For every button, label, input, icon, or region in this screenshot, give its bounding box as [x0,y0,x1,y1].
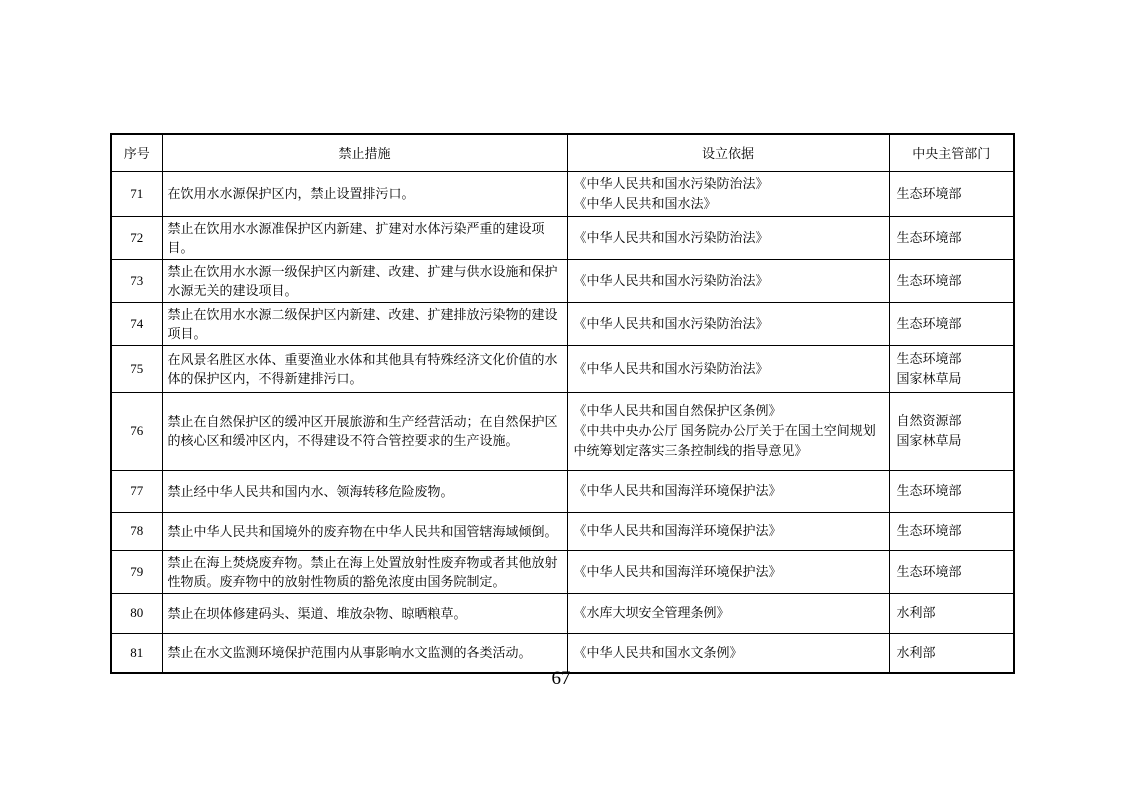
header-basis: 设立依据 [567,134,889,171]
table-header-row [111,134,1014,171]
basis-cell [567,633,889,673]
department-line: 生态环境部 [896,350,962,366]
header-measure: 禁止措施 [162,134,567,171]
basis-line: 《中华人民共和国水法》 [573,195,717,211]
row-number: 74 [111,302,162,345]
department-line: 国家林草局 [896,370,962,386]
table-row [111,550,1014,593]
basis-line: 《中华人民共和国水文条例》 [573,644,743,660]
basis-cell [567,345,889,392]
measure-text: 禁止中华人民共和国境外的废弃物在中华人民共和国管辖海域倾倒。 [162,512,567,550]
page-number: 67 [551,668,571,689]
measure-text: 禁止在饮用水水源一级保护区内新建、改建、扩建与供水设施和保护水源无关的建设项目。 [162,259,567,302]
basis-line: 《中华人民共和国海洋环境保护法》 [573,563,782,579]
row-number: 80 [111,593,162,633]
prohibited-measures-table [110,133,1015,674]
row-number: 76 [111,392,162,470]
basis-cell [567,470,889,512]
basis-line: 《中华人民共和国水污染防治法》 [573,360,769,376]
department-cell [889,512,1014,550]
department-cell [889,345,1014,392]
table-row [111,171,1014,216]
basis-line: 《中华人民共和国海洋环境保护法》 [573,483,782,498]
basis-cell [567,302,889,345]
table-row [111,302,1014,345]
measure-text: 禁止经中华人民共和国内水、领海转移危险废物。 [162,470,567,512]
header-department: 中央主管部门 [889,134,1014,171]
table-row [111,259,1014,302]
measure-text: 禁止在自然保护区的缓冲区开展旅游和生产经营活动；在自然保护区的核心区和缓冲区内，不得建设不符合管控要求的生产设施。 [162,392,567,470]
department-cell [889,392,1014,470]
basis-line: 《中华人民共和国自然保护区条例》 [573,403,782,418]
measure-text: 在风景名胜区水体、重要渔业水体和其他具有特殊经济文化价值的水体的保护区内，不得新建排污口。 [162,345,567,392]
table-row [111,512,1014,550]
table-row [111,470,1014,512]
department-cell [889,593,1014,633]
department-line: 生态环境部 [896,483,962,498]
measure-text: 禁止在饮用水水源二级保护区内新建、改建、扩建排放污染物的建设项目。 [162,302,567,345]
measure-text: 禁止在饮用水水源准保护区内新建、扩建对水体污染严重的建设项目。 [162,216,567,259]
department-line: 水利部 [896,605,936,620]
basis-cell [567,216,889,259]
department-line: 生态环境部 [896,563,962,579]
department-line: 自然资源部 [896,413,962,428]
basis-cell [567,259,889,302]
basis-line: 《中共中央办公厅 国务院办公厅关于在国土空间规划中统筹划定落实三条控制线的指导意见》 [573,423,876,458]
row-number: 73 [111,259,162,302]
department-cell [889,216,1014,259]
header-no: 序号 [111,134,162,171]
department-cell [889,633,1014,673]
department-line: 国家林草局 [896,433,962,448]
table-row [111,633,1014,673]
basis-cell [567,550,889,593]
table-row [111,392,1014,470]
department-line: 生态环境部 [896,185,962,201]
department-cell [889,171,1014,216]
basis-cell [567,593,889,633]
row-number: 81 [111,633,162,673]
measure-text: 禁止在水文监测环境保护范围内从事影响水文监测的各类活动。 [162,633,567,673]
table-row [111,593,1014,633]
table-row [111,216,1014,259]
measure-text: 禁止在海上焚烧废弃物。禁止在海上处置放射性废弃物或者其他放射性物质。废弃物中的放射性物质的豁免浓度由国务院制定。 [162,550,567,593]
department-cell [889,470,1014,512]
row-number: 72 [111,216,162,259]
row-number: 78 [111,512,162,550]
basis-cell [567,512,889,550]
measure-text: 在饮用水水源保护区内，禁止设置排污口。 [162,171,567,216]
department-cell [889,550,1014,593]
row-number: 79 [111,550,162,593]
department-line: 生态环境部 [896,523,962,538]
department-line: 生态环境部 [896,229,962,245]
table-row [111,345,1014,392]
basis-line: 《水库大坝安全管理条例》 [573,605,730,620]
measure-text: 禁止在坝体修建码头、渠道、堆放杂物、晾晒粮草。 [162,593,567,633]
department-cell [889,302,1014,345]
basis-line: 《中华人民共和国水污染防治法》 [573,272,769,288]
basis-line: 《中华人民共和国水污染防治法》 [573,175,769,191]
basis-line: 《中华人民共和国水污染防治法》 [573,229,769,245]
basis-cell [567,171,889,216]
department-line: 生态环境部 [896,272,962,288]
row-number: 75 [111,345,162,392]
department-line: 生态环境部 [896,315,962,331]
basis-line: 《中华人民共和国海洋环境保护法》 [573,523,782,538]
basis-line: 《中华人民共和国水污染防治法》 [573,315,769,331]
department-cell [889,259,1014,302]
department-line: 水利部 [896,644,936,660]
row-number: 71 [111,171,162,216]
row-number: 77 [111,470,162,512]
basis-cell [567,392,889,470]
